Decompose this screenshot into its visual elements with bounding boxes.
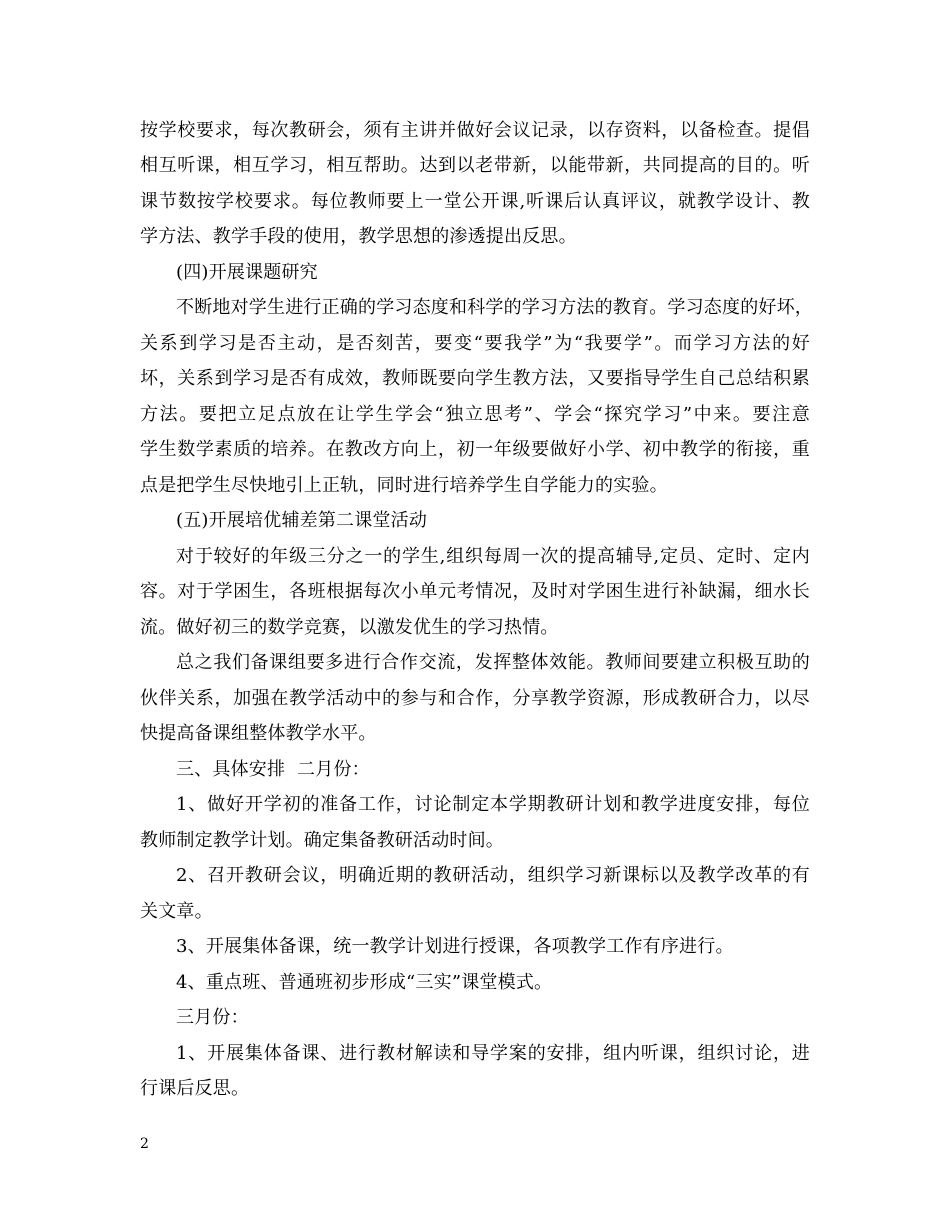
paragraph-line: 学生数学素质的培养。在教改方向上，初一年级要做好小学、初中教学的衔接，重 xyxy=(140,439,810,460)
list-item-line: 教师制定教学计划。确定集备教研活动时间。 xyxy=(140,830,504,851)
paragraph-line: 课节数按学校要求。每位教师要上一堂公开课,听课后认真评议，就教学设计、教 xyxy=(140,191,810,212)
section-heading: (五)开展培优辅差第二课堂活动 xyxy=(176,510,428,531)
paragraph-line: 快提高备课组整体教学水平。 xyxy=(140,723,377,744)
list-item-line: 1、开展集体备课、进行教材解读和导学案的安排，组内听课，组织讨论，进 xyxy=(176,1043,810,1064)
list-item-line: 行课后反思。 xyxy=(140,1078,250,1099)
section-heading: (四)开展课题研究 xyxy=(176,262,318,283)
section-heading: 三、具体安排 二月份： xyxy=(176,759,370,780)
list-item-line: 关文章。 xyxy=(140,901,213,922)
paragraph-line: 容。对于学困生，各班根据每次小单元考情况，及时对学困生进行补缺漏，细水长 xyxy=(140,581,810,602)
paragraph-line: 关系到学习是否主动，是否刻苦，要变“要我学”为“我要学”。而学习方法的好 xyxy=(140,333,810,354)
paragraph-line: 流。做好初三的数学竞赛，以激发优生的学习热情。 xyxy=(140,617,559,638)
paragraph-line: 不断地对学生进行正确的学习态度和科学的学习方法的教育。学习态度的好坏， xyxy=(176,297,813,318)
paragraph-line: 按学校要求，每次教研会，须有主讲并做好会议记录，以存资料，以备检查。提倡 xyxy=(140,120,810,141)
list-item-line: 2、召开教研会议，明确近期的教研活动，组织学习新课标以及教学改革的有 xyxy=(176,865,810,886)
paragraph-line: 坏，关系到学习是否有成效，教师既要向学生教方法，又要指导学生自己总结积累 xyxy=(140,368,810,389)
page-number: 2 xyxy=(140,1136,149,1152)
list-item-line: 1、做好开学初的准备工作，讨论制定本学期教研计划和教学进度安排，每位 xyxy=(176,794,810,815)
list-item-line: 4、重点班、普通班初步形成“三实”课堂模式。 xyxy=(176,972,553,993)
paragraph-line: 方法。要把立足点放在让学生学会“独立思考”、学会“探究学习”中来。要注意 xyxy=(140,404,810,425)
paragraph-line: 学方法、教学手段的使用，教学思想的渗透提出反思。 xyxy=(140,226,577,247)
paragraph-line: 相互听课，相互学习，相互帮助。达到以老带新，以能带新，共同提高的目的。听 xyxy=(140,155,810,176)
section-heading: 三月份： xyxy=(176,1007,249,1028)
paragraph-line: 对于较好的年级三分之一的学生,组织每周一次的提高辅导,定员、定时、定内 xyxy=(176,546,810,567)
paragraph-line: 伙伴关系，加强在教学活动中的参与和合作，分享教学资源，形成教研合力，以尽 xyxy=(140,688,810,709)
paragraph-line: 点是把学生尽快地引上正轨，同时进行培养学生自学能力的实验。 xyxy=(140,475,668,496)
paragraph-line: 总之我们备课组要多进行合作交流，发挥整体效能。教师间要建立积极互助的 xyxy=(176,652,810,673)
list-item-line: 3、开展集体备课，统一教学计划进行授课，各项教学工作有序进行。 xyxy=(176,936,734,957)
